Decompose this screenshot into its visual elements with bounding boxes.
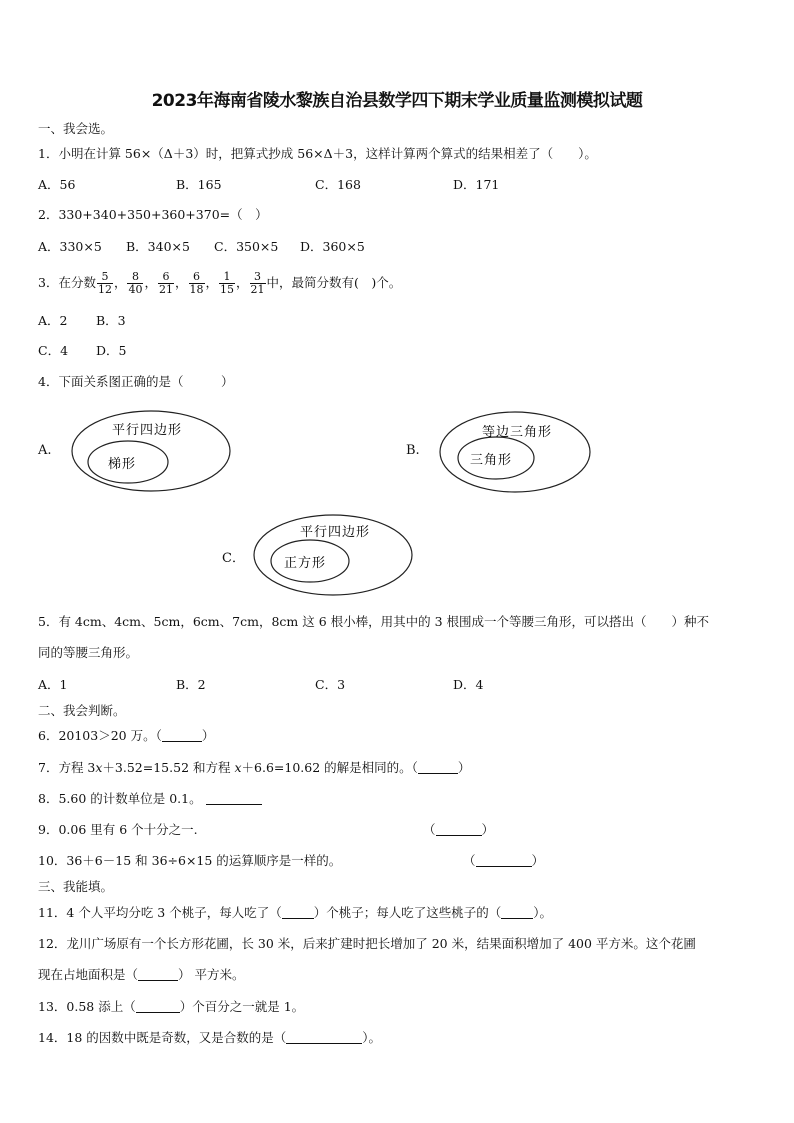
q4-option-b-letter[interactable]: B.	[406, 443, 420, 458]
q2-option-d[interactable]: D．360×5	[300, 239, 365, 254]
section-heading-2: 二、我会判断。	[38, 703, 126, 718]
answer-blank-7[interactable]	[418, 761, 458, 774]
q2-option-a[interactable]: A．330×5	[38, 239, 102, 254]
q2-option-b[interactable]: B．340×5	[126, 239, 190, 254]
answer-blank-10-wrap: （ ）	[463, 853, 545, 868]
answer-blank-9[interactable]	[436, 823, 482, 836]
venn-diagram-b[interactable]	[438, 410, 592, 496]
q1-option-c[interactable]: C．168	[315, 177, 361, 192]
q3-prefix: 3．在分数	[38, 275, 96, 290]
q1-option-d[interactable]: D．171	[453, 177, 500, 192]
question-5-line-1: 5．有 4cm、4cm、5cm，6cm、7cm，8cm 这 6 根小棒，用其中的 3 根围成一个等腰三角形，可以搭出（ ）种不	[38, 614, 710, 629]
q5-option-b[interactable]: B．2	[176, 677, 206, 692]
question-9: 9．0.06 里有 6 个十分之一.	[38, 822, 198, 837]
question-5-line-2: 同的等腰三角形。	[38, 645, 139, 660]
question-1: 1．小明在计算 56×（Δ＋3）时，把算式抄成 56×Δ＋3，这样计算两个算式的结果相差了（ ）。	[38, 146, 597, 161]
venn-b-outer-label: 等边三角形	[482, 425, 553, 440]
exam-title: 2023年海南省陵水黎族自治县数学四下期末学业质量监测模拟试题	[151, 91, 643, 111]
question-4: 4．下面关系图正确的是（ ）	[38, 374, 234, 389]
venn-c-outer-label: 平行四边形	[300, 525, 371, 540]
venn-a-outer-label: 平行四边形	[112, 423, 183, 438]
section-heading-3: 三、我能填。	[38, 879, 114, 894]
q3-option-c[interactable]: C．4	[38, 343, 69, 358]
q5-option-c[interactable]: C．3	[315, 677, 346, 692]
venn-b-inner-label: 三角形	[470, 453, 513, 468]
question-12-line-2: 现在占地面积是（ ） 平方米。	[38, 967, 245, 982]
q1-option-a[interactable]: A．56	[38, 177, 76, 192]
question-6: 6．20103＞20 万。（ ）	[38, 728, 215, 743]
fraction-3: $\frac{6}{21}$	[158, 270, 173, 296]
venn-diagram-c[interactable]	[252, 512, 414, 598]
question-14: 14．18 的因数中既是奇数，又是合数的是（ ）。	[38, 1030, 382, 1045]
answer-blank-10[interactable]	[476, 854, 532, 867]
q5-option-d[interactable]: D．4	[453, 677, 484, 692]
q2-option-c[interactable]: C．350×5	[214, 239, 279, 254]
q4-option-a-letter[interactable]: A.	[38, 443, 52, 458]
answer-blank-14[interactable]	[286, 1031, 362, 1044]
q4-option-c-letter[interactable]: C．	[222, 551, 245, 566]
question-7: 7．方程 3𝑥＋3.52=15.52 和方程 𝑥＋6.6=10.62 的解是相同的。（ ）	[38, 760, 471, 775]
q1-option-b[interactable]: B．165	[176, 177, 222, 192]
q3-option-b[interactable]: B．3	[96, 313, 126, 328]
venn-c-inner-label: 正方形	[284, 556, 327, 571]
fraction-6: $\frac{3}{21}$	[250, 270, 265, 296]
q5-option-a[interactable]: A．1	[38, 677, 68, 692]
fraction-4: $\frac{6}{18}$	[189, 270, 204, 296]
fraction-2: $\frac{8}{40}$	[128, 270, 143, 296]
fraction-5: $\frac{1}{15}$	[220, 270, 235, 296]
answer-blank-6[interactable]	[162, 729, 202, 742]
answer-blank-9-wrap: （ ）	[423, 822, 495, 837]
answer-blank-13[interactable]	[136, 1000, 180, 1013]
answer-blank-11b[interactable]	[501, 906, 533, 919]
question-13: 13．0.58 添上（ ）个百分之一就是 1。	[38, 999, 305, 1014]
venn-a-inner-label: 梯形	[108, 457, 137, 472]
q3-suffix: 中，最简分数有( )个。	[266, 275, 402, 290]
section-heading-1: 一、我会选。	[38, 121, 114, 136]
question-3: 3．在分数 $\frac{5}{12}$ ， $\frac{8}{40}$ ， $\frac{6}{21}$ ， $\frac{6}{18}$ ， $\frac{1}{15}$ ， $\frac{3}{21}$ 中，最简分数有( )个。	[38, 270, 402, 296]
answer-blank-8[interactable]	[206, 792, 262, 805]
question-10: 10．36＋6－15 和 36÷6×15 的运算顺序是一样的。	[38, 853, 342, 868]
q3-option-d[interactable]: D．5	[96, 343, 127, 358]
question-11: 11．4 个人平均分吃 3 个桃子，每人吃了（ ）个桃子；每人吃了这些桃子的（ ）。	[38, 905, 553, 920]
question-8: 8．5.60 的计数单位是 0.1。	[38, 791, 262, 807]
answer-blank-12[interactable]	[138, 968, 178, 981]
question-12-line-1: 12．龙川广场原有一个长方形花圃，长 30 米，后来扩建时把长增加了 20 米，结果面积增加了 400 平方米。这个花圃	[38, 936, 696, 951]
fraction-1: $\frac{5}{12}$	[97, 270, 112, 296]
venn-diagram-a[interactable]	[70, 408, 232, 494]
q3-option-a[interactable]: A．2	[38, 313, 68, 328]
answer-blank-11a[interactable]	[282, 906, 314, 919]
question-2: 2．330+340+350+360+370=（ ）	[38, 207, 268, 222]
